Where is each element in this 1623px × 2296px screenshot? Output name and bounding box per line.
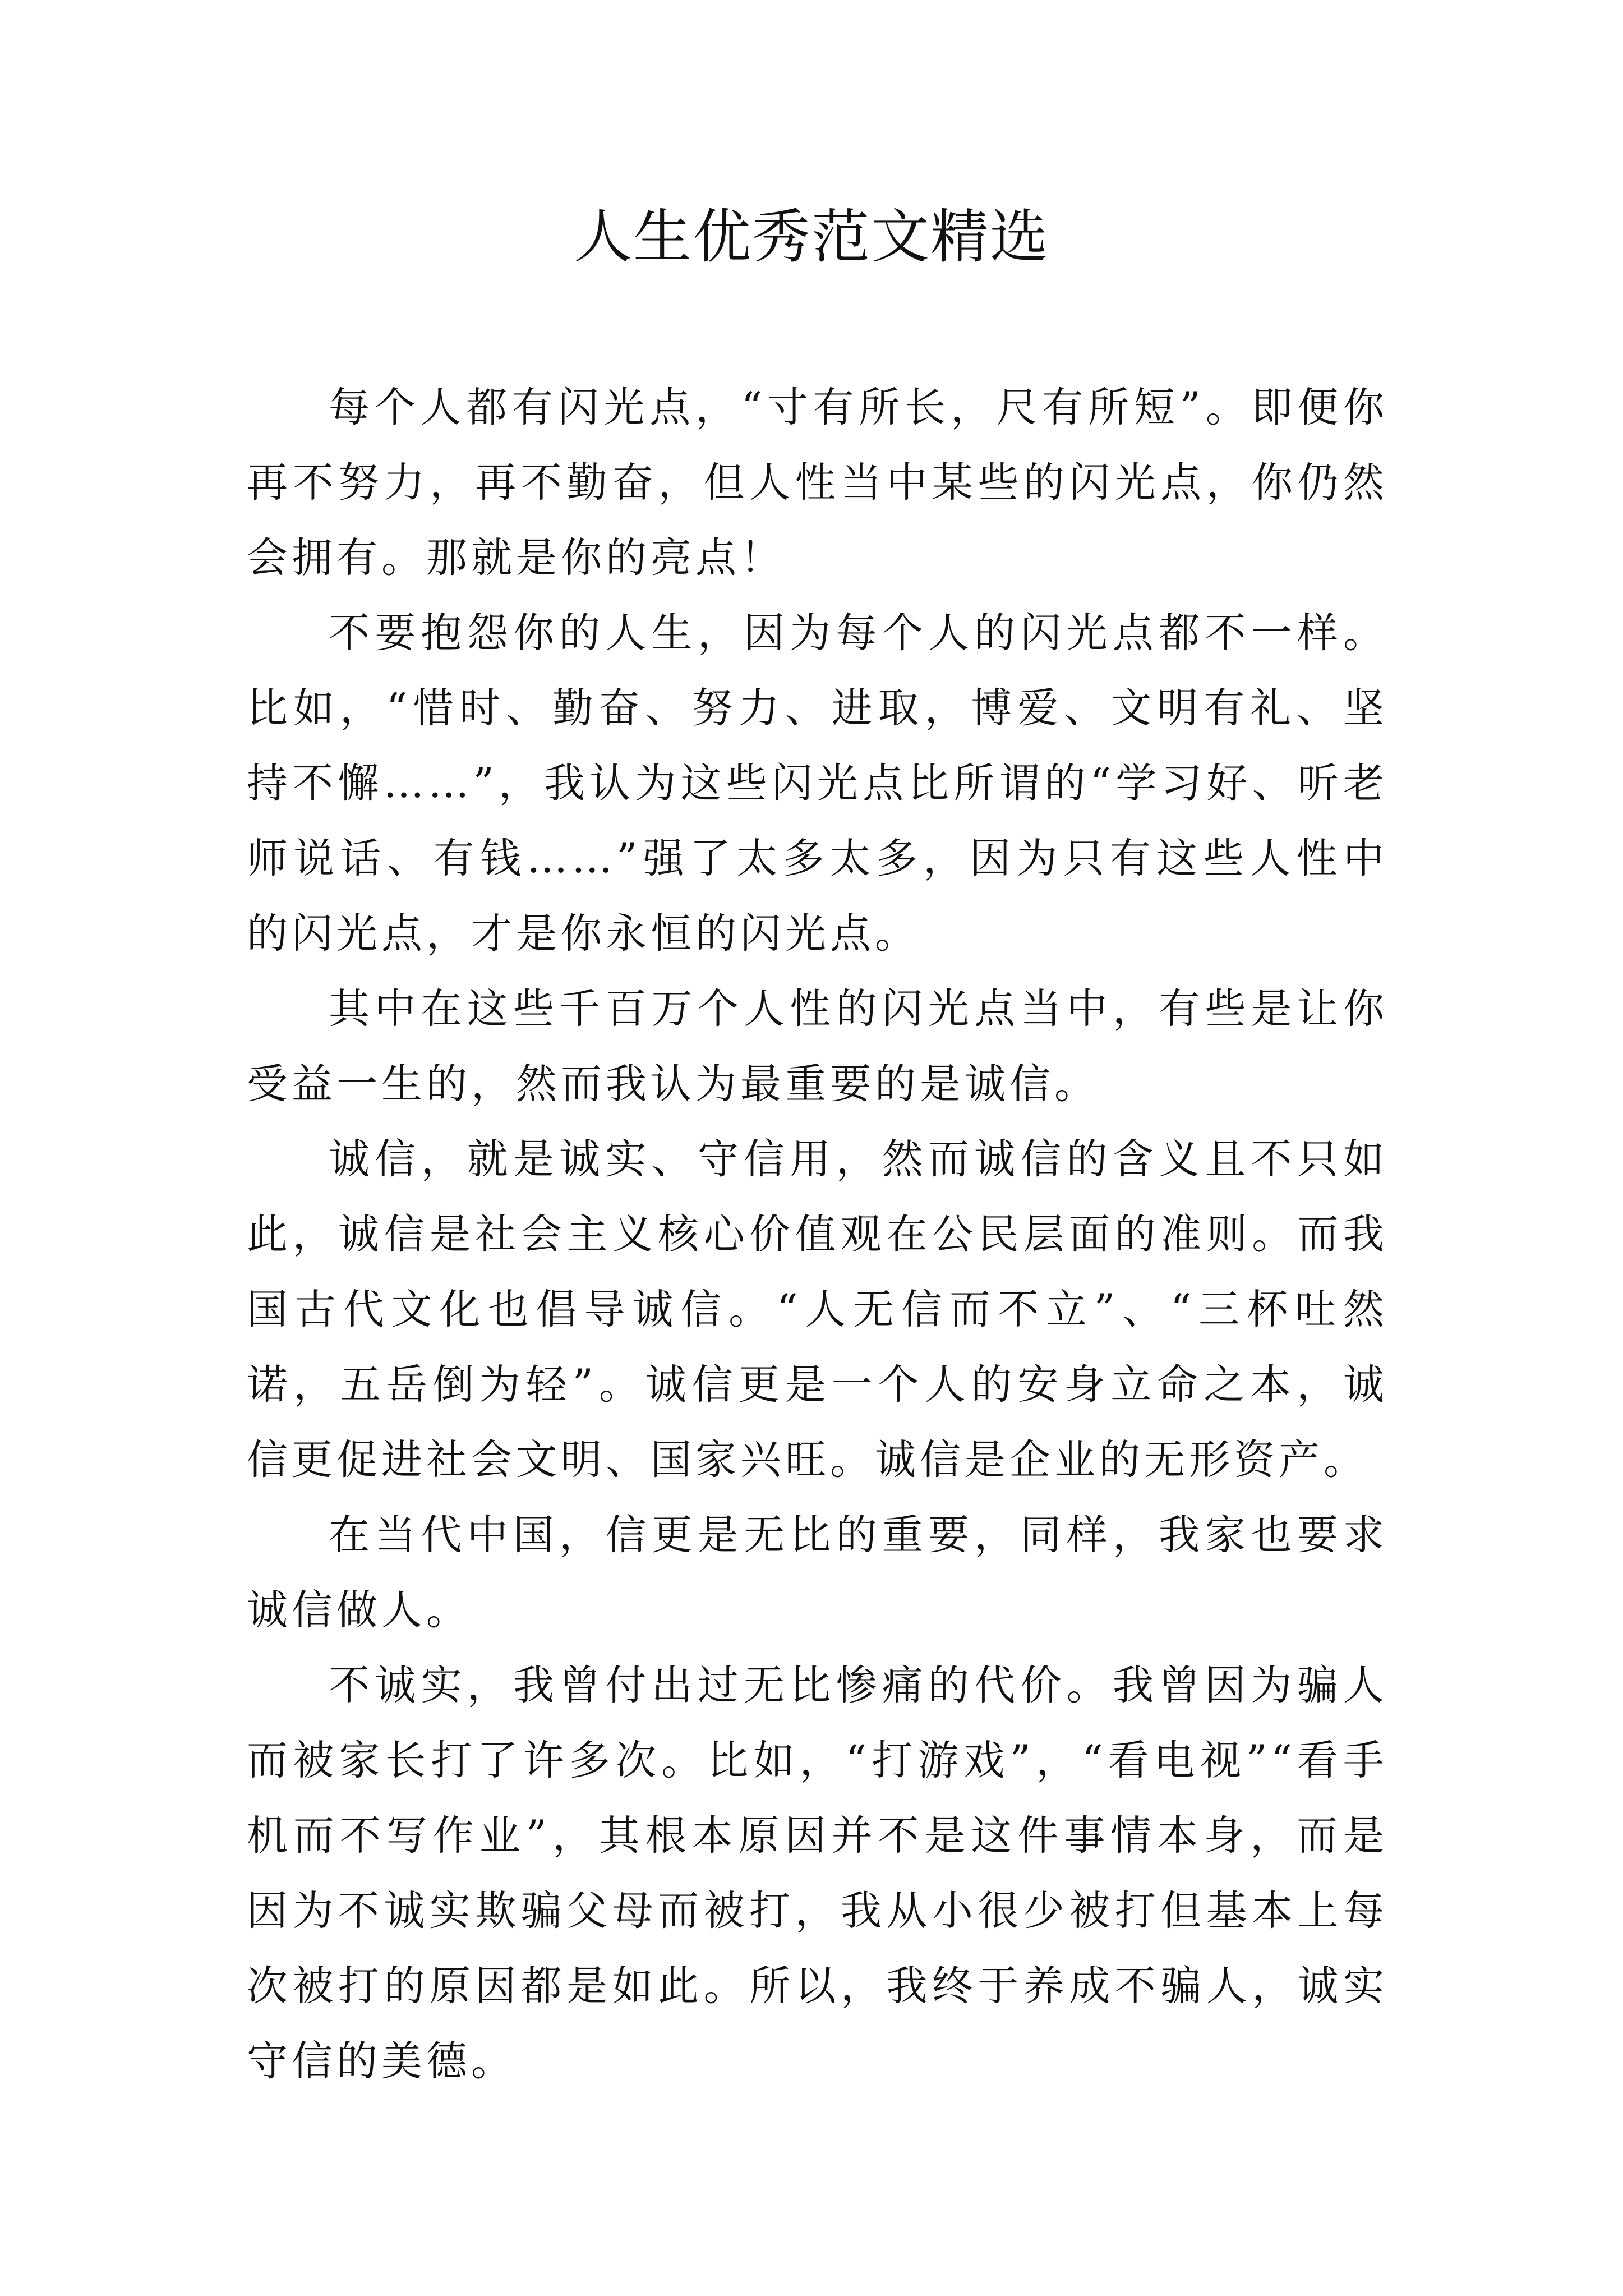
document-body (247, 370, 1388, 2099)
paragraph: 诚信，就是诚实、守信用，然而诚信的含义且不只如此，诚信是社会主义核心价值观在公民层面的准则。而我国古代文化也倡导诚信。“人无信而不立”、“三杯吐然诺，五岳倒为轻”。诚信更是一个人的安身立命之本，诚信更促进社会文明、国家兴旺。诚信是企业的无形资产。 (247, 1135, 1388, 1484)
paragraph: 在当代中国，信更是无比的重要，同样，我家也要求诚信做人。 (247, 1511, 1388, 1634)
document-title: 人生优秀范文精选 (573, 203, 1049, 271)
paragraph: 其中在这些千百万个人性的闪光点当中，有些是让你受益一生的，然而我认为最重要的是诚信。 (247, 985, 1388, 1108)
paragraph: 不诚实，我曾付出过无比惨痛的代价。我曾因为骗人而被家长打了许多次。比如，“打游戏”，“看电视”“看手机而不写作业”，其根本原因并不是这件事情本身，而是因为不诚实欺骗父母而被打，我从小很少被打但基本上每次被打的原因都是如此。所以，我终于养成不骗人，诚实守信的美德。 (247, 1662, 1388, 2085)
paragraph: 不要抱怨你的人生，因为每个人的闪光点都不一样。比如，“惜时、勤奋、努力、进取，博爱、文明有礼、坚持不懈……”，我认为这些闪光点比所谓的“学习好、听老师说话、有钱……”强了太多太多，因为只有这些人性中的闪光点，才是你永恒的闪光点。 (247, 609, 1388, 958)
paragraph: 每个人都有闪光点，“寸有所长，尺有所短”。即便你再不努力，再不勤奋，但人性当中某些的闪光点，你仍然会拥有。那就是你的亮点！ (247, 384, 1388, 582)
